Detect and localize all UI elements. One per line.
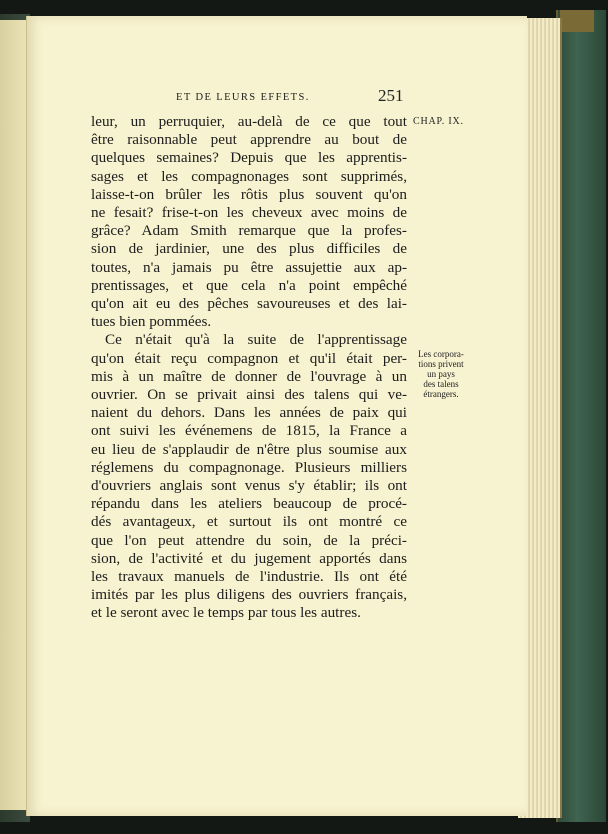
cover-corner — [560, 10, 594, 32]
body-line: sion de jardinier, une des plus difficiles de — [91, 240, 407, 258]
body-line: qu'on était reçu compagnon et qu'il était per- — [91, 349, 407, 367]
margin-note — [411, 349, 471, 399]
body-line: Ce n'était qu'à la suite de l'apprentissage — [105, 331, 407, 349]
previous-page-edge — [0, 20, 29, 810]
body-line: naient du dehors. Dans les années de paix qui — [91, 404, 407, 422]
book-cover-right — [556, 10, 606, 822]
body-line: dés avantageux, et surtout ils ont montré ce — [91, 513, 407, 531]
body-line: sion, de l'activité et du jugement apportés dans — [91, 549, 407, 567]
margin-note-line: Les corpora- — [418, 349, 464, 359]
margin-note-line: tions privent — [418, 359, 464, 369]
body-line: leur, un perruquier, au-delà de ce que tout — [91, 113, 407, 130]
margin-note-line: des talens — [423, 379, 459, 389]
body-line: sages et les compagnonages sont supprimés, — [91, 167, 407, 185]
running-head: ET DE LEURS EFFETS. — [176, 92, 310, 103]
body-line: ouvrier. On se privait ainsi des talens qui ve- — [91, 386, 407, 404]
body-line: répandu dans les ateliers beaucoup de procé- — [91, 495, 407, 513]
page-number: 251 — [378, 86, 404, 105]
body-line: d'ouvriers anglais sont venus s'y établir; ils ont — [91, 477, 407, 495]
margin-chapter-label: CHAP. IX. — [413, 116, 464, 127]
body-line: quelques semaines? Depuis que les apprentis- — [91, 149, 407, 167]
body-line: ne fesait? frise-t-on les cheveux avec moins de — [91, 204, 407, 222]
body-line: être raisonnable peut apprendre au bout de — [91, 131, 407, 149]
body-line: imités par les plus diligens des ouvriers français, — [91, 586, 407, 604]
margin-note-line: un pays — [427, 369, 455, 379]
body-line: réglemens du compagnonage. Plusieurs milliers — [91, 458, 407, 476]
body-line: laisse-t-on brûler les rôtis plus souvent qu'on — [91, 185, 407, 203]
body-line: toutes, n'a jamais pu être assujettie aux ap- — [91, 258, 407, 276]
body-line: que l'on peut attendre du soin, de la préci- — [91, 531, 407, 549]
body-line: et le seront avec le temps par tous les autres. — [91, 604, 361, 622]
body-text — [91, 113, 407, 623]
body-line: grâce? Adam Smith remarque que la profes- — [91, 222, 407, 240]
body-line: qu'on ait eu des pêches savoureuses et des lai- — [91, 295, 407, 313]
body-line: ont suivi les événemens de 1815, la France a — [91, 422, 407, 440]
body-line: prentissages, et que cela n'a point empêché — [91, 276, 407, 294]
body-line: mis à un maître de donner de l'ouvrage à un — [91, 367, 407, 385]
margin-note-line: étrangers. — [423, 389, 459, 399]
body-line: eu lieu de s'applaudir de n'être plus soumise aux — [91, 440, 407, 458]
body-line: tues bien pommées. — [91, 313, 212, 331]
body-line: les travaux manuels de l'industrie. Ils ont été — [91, 568, 407, 586]
